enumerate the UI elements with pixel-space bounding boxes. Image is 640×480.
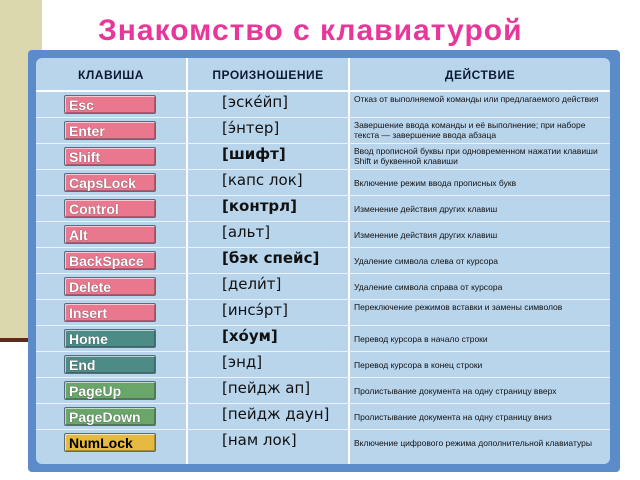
pronunciation: [инсэ́рт] [222,301,288,319]
key-cap-shift: Shift [64,147,156,166]
key-cap-backspace: BackSpace [64,251,156,270]
action-description: Ввод прописной буквы при одновременном нажатии клавиши Shift и буквенной клавиши [354,146,598,166]
table-row [36,274,610,300]
key-cap-delete: Delete [64,277,156,296]
pronunciation: [пейдж ап] [222,379,311,397]
pronunciation: [дели́т] [222,275,282,293]
pronunciation: [бэк спейс] [222,249,320,267]
keyboard-table [36,58,610,464]
key-cap-enter: Enter [64,121,156,140]
action-description: Перевод курсора в конец строки [354,360,483,370]
table-row [36,118,610,144]
action-description: Включение режим ввода прописных букв [354,178,517,188]
pronunciation: [хо́ум] [222,327,278,345]
table-row [36,378,610,404]
slide-title: Знакомство с клавиатурой [98,14,523,47]
key-cap-capslock: CapsLock [64,173,156,192]
action-description: Отказ от выполняемой команды или предлагаемого действия [354,94,599,104]
key-cap-control: Control [64,199,156,218]
key-cap-numlock: NumLock [64,433,156,452]
table-row [36,404,610,430]
action-description: Удаление символа слева от курсора [354,256,498,266]
pronunciation: [э́нтер] [222,119,280,137]
pronunciation: [энд] [222,353,263,371]
action-description: Пролистывание документа на одну страницу вверх [354,386,557,396]
pronunciation: [эске́йп] [222,93,289,111]
action-description: Переключение режимов вставки и замены символов [354,302,563,312]
table-row [36,144,610,170]
table-row [36,170,610,196]
table-row [36,196,610,222]
key-cap-home: Home [64,329,156,348]
action-description: Перевод курсора в начало строки [354,334,488,344]
table-row [36,430,610,456]
key-cap-alt: Alt [64,225,156,244]
action-description: Удаление символа справа от курсора [354,282,503,292]
pronunciation: [капс лок] [222,171,303,189]
header-pronunciation: ПРОИЗНОШЕНИЕ [212,68,324,82]
table-row [36,326,610,352]
table-row [36,248,610,274]
header-key: КЛАВИША [78,68,144,82]
pronunciation: [альт] [222,223,271,241]
action-description: Включение цифрового режима дополнительной клавиатуры [354,438,592,448]
table-row [36,300,610,326]
key-cap-end: End [64,355,156,374]
action-description: Пролистывание документа на одну страницу вниз [354,412,552,422]
pronunciation: [пейдж даун] [222,405,330,423]
action-description: Изменение действия других клавиш [354,230,498,240]
pronunciation: [шифт] [222,145,286,163]
action-description: Изменение действия других клавиш [354,204,498,214]
table-row [36,222,610,248]
header-action: ДЕЙСТВИЕ [444,68,516,82]
table-row [36,352,610,378]
pronunciation: [контрл] [222,197,297,215]
action-description: Завершение ввода команды и её выполнение; при наборе текста — завершение ввода абзаца [354,120,586,140]
key-cap-pageup: PageUp [64,381,156,400]
key-cap-esc: Esc [64,95,156,114]
key-cap-insert: Insert [64,303,156,322]
table-row [36,92,610,118]
key-cap-pagedown: PageDown [64,407,156,426]
pronunciation: [нам лок] [222,431,297,449]
